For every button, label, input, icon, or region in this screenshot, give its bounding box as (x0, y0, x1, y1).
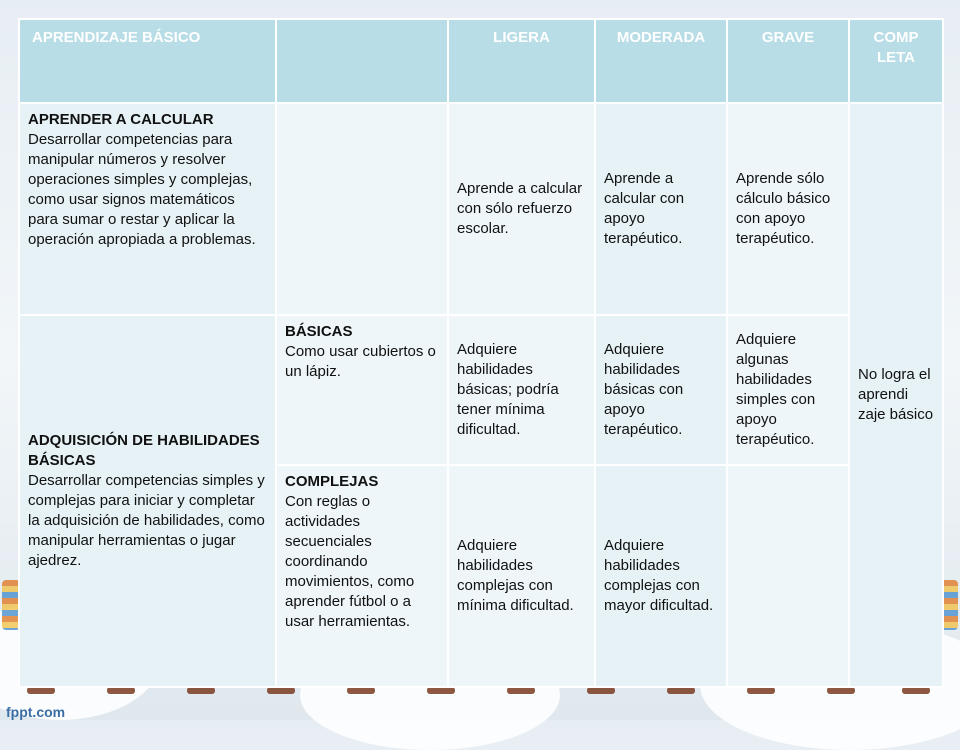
completa-cell: No logra el aprendi zaje básico (849, 103, 943, 687)
row-calcular-title: APRENDER A CALCULAR (28, 111, 214, 128)
header-row (19, 19, 943, 103)
row-calcular-moderada: Aprende a calcular con apoyo terapéutico. (595, 103, 727, 315)
header-moderada: MODERADA (595, 19, 727, 103)
row-basicas-ligera: Adquiere habilidades básicas; podría tener mínima dificultad. (448, 315, 595, 465)
row-basicas-description: Como usar cubiertos o un lápiz. (285, 343, 436, 380)
header-ligera: LIGERA (448, 19, 595, 103)
row-calcular-category (19, 103, 276, 315)
header-aprendizaje-basico: APRENDIZAJE BÁSICO (19, 19, 276, 103)
header-completa: COMP LETA (849, 19, 943, 103)
row-complejas-title: COMPLEJAS (285, 473, 379, 490)
row-calcular-grave: Aprende sólo cálculo básico con apoyo terapéutico. (727, 103, 849, 315)
table-row (19, 315, 943, 465)
row-calcular-description: Desarrollar competencias para manipular números y resolver operaciones simples y complejas, como usar signos matemáticos para sumar o restar y aplicar la operación apropiada a problemas. (28, 131, 256, 248)
row-complejas-description: Con reglas o actividades secuenciales coordinando movimientos, como aprender fútbol o a usar herramientas. (285, 493, 415, 630)
row-habilidades-category (19, 315, 276, 687)
row-calcular-subcategory (276, 103, 448, 315)
header-subcategory (276, 19, 448, 103)
watermark-text: fppt.com (6, 704, 66, 720)
header-grave: GRAVE (727, 19, 849, 103)
row-habilidades-description: Desarrollar competencias simples y complejas para iniciar y completar la adquisición de habilidades, como manipular herramientas o jugar ajedrez. (28, 472, 265, 569)
row-calcular-ligera: Aprende a calcular con sólo refuerzo escolar. (448, 103, 595, 315)
learning-severity-table (18, 18, 944, 688)
row-complejas-subcategory (276, 465, 448, 687)
row-basicas-subcategory (276, 315, 448, 465)
row-complejas-ligera: Adquiere habilidades complejas con mínima dificultad. (448, 465, 595, 687)
row-basicas-moderada: Adquiere habilidades básicas con apoyo terapéutico. (595, 315, 727, 465)
row-complejas-grave (727, 465, 849, 687)
row-complejas-moderada: Adquiere habilidades complejas con mayor dificultad. (595, 465, 727, 687)
row-basicas-grave: Adquiere algunas habilidades simples con apoyo terapéutico. (727, 315, 849, 465)
row-habilidades-title: ADQUISICIÓN DE HABILIDADES BÁSICAS (28, 432, 260, 469)
row-basicas-title: BÁSICAS (285, 323, 353, 340)
table-row (19, 103, 943, 315)
